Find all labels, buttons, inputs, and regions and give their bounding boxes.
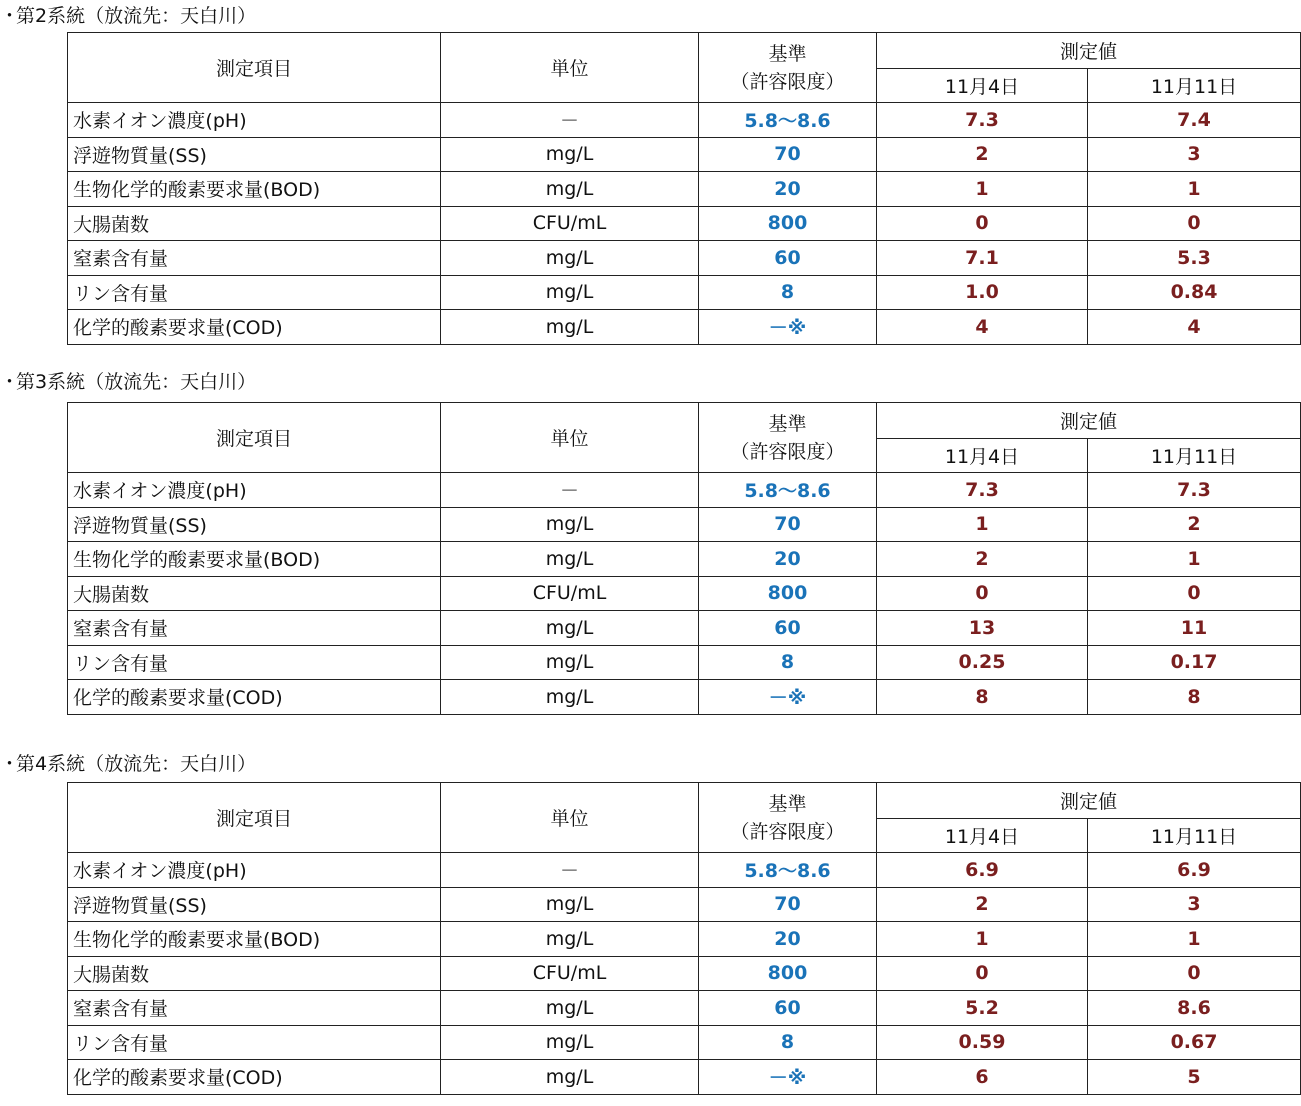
cell-value-date-1: 1 bbox=[877, 507, 1088, 542]
cell-standard: 5.8～8.6 bbox=[699, 853, 877, 888]
cell-value-date-1: 2 bbox=[877, 542, 1088, 577]
table-row bbox=[68, 922, 1301, 957]
cell-unit: mg/L bbox=[441, 887, 699, 922]
cell-value-date-1: 0 bbox=[877, 206, 1088, 241]
cell-value-date-2: 7.4 bbox=[1088, 103, 1301, 138]
cell-standard: 70 bbox=[699, 137, 877, 172]
cell-value-date-1: 6.9 bbox=[877, 853, 1088, 888]
header-date-1: 11月4日 bbox=[877, 439, 1088, 473]
cell-standard: 70 bbox=[699, 507, 877, 542]
table-row bbox=[68, 956, 1301, 991]
cell-item: 大腸菌数 bbox=[68, 206, 441, 241]
cell-unit: CFU/mL bbox=[441, 576, 699, 611]
cell-value-date-2: 8.6 bbox=[1088, 991, 1301, 1026]
cell-value-date-1: 1.0 bbox=[877, 275, 1088, 310]
header-standard-line1: 基準 bbox=[768, 412, 807, 435]
cell-value-date-2: 5.3 bbox=[1088, 241, 1301, 276]
table-row bbox=[68, 645, 1301, 680]
cell-item: 窒素含有量 bbox=[68, 991, 441, 1026]
cell-standard: 8 bbox=[699, 645, 877, 680]
cell-value-date-1: 2 bbox=[877, 887, 1088, 922]
cell-value-date-2: 0 bbox=[1088, 206, 1301, 241]
cell-value-date-2: 11 bbox=[1088, 611, 1301, 646]
cell-unit: mg/L bbox=[441, 680, 699, 715]
header-row bbox=[68, 783, 1301, 819]
bullet-icon: ・ bbox=[0, 371, 20, 393]
table-row bbox=[68, 206, 1301, 241]
cell-item: リン含有量 bbox=[68, 645, 441, 680]
cell-value-date-1: 8 bbox=[877, 680, 1088, 715]
header-unit: 単位 bbox=[441, 783, 699, 853]
header-date-2: 11月11日 bbox=[1088, 69, 1301, 103]
table-row bbox=[68, 1060, 1301, 1095]
table-row bbox=[68, 991, 1301, 1026]
cell-value-date-2: 0 bbox=[1088, 576, 1301, 611]
cell-value-date-1: 0.59 bbox=[877, 1025, 1088, 1060]
cell-unit: mg/L bbox=[441, 542, 699, 577]
header-standard bbox=[699, 403, 877, 473]
cell-standard: 8 bbox=[699, 275, 877, 310]
cell-unit: mg/L bbox=[441, 310, 699, 345]
header-date-1: 11月4日 bbox=[877, 819, 1088, 853]
cell-item: 浮遊物質量(SS) bbox=[68, 887, 441, 922]
cell-standard: 20 bbox=[699, 542, 877, 577]
cell-unit: mg/L bbox=[441, 507, 699, 542]
cell-value-date-2: 1 bbox=[1088, 172, 1301, 207]
header-standard bbox=[699, 33, 877, 103]
cell-standard: 70 bbox=[699, 887, 877, 922]
cell-value-date-2: 6.9 bbox=[1088, 853, 1301, 888]
header-unit: 単位 bbox=[441, 33, 699, 103]
cell-item: 化学的酸素要求量(COD) bbox=[68, 1060, 441, 1095]
section-title bbox=[0, 752, 256, 776]
cell-value-date-1: 6 bbox=[877, 1060, 1088, 1095]
cell-item: 化学的酸素要求量(COD) bbox=[68, 310, 441, 345]
table-row bbox=[68, 680, 1301, 715]
section-title bbox=[0, 370, 256, 394]
header-measured: 測定値 bbox=[877, 403, 1301, 439]
cell-value-date-1: 7.1 bbox=[877, 241, 1088, 276]
cell-item: 浮遊物質量(SS) bbox=[68, 137, 441, 172]
cell-standard: 800 bbox=[699, 956, 877, 991]
cell-value-date-2: 2 bbox=[1088, 507, 1301, 542]
cell-item: 水素イオン濃度(pH) bbox=[68, 473, 441, 508]
table-row bbox=[68, 887, 1301, 922]
cell-unit: mg/L bbox=[441, 275, 699, 310]
table-row bbox=[68, 473, 1301, 508]
cell-unit: CFU/mL bbox=[441, 956, 699, 991]
cell-item: リン含有量 bbox=[68, 1025, 441, 1060]
cell-unit: mg/L bbox=[441, 1060, 699, 1095]
cell-value-date-2: 3 bbox=[1088, 887, 1301, 922]
table-row bbox=[68, 103, 1301, 138]
header-item: 測定項目 bbox=[68, 403, 441, 473]
cell-value-date-1: 0.25 bbox=[877, 645, 1088, 680]
cell-unit: mg/L bbox=[441, 137, 699, 172]
header-measured: 測定値 bbox=[877, 33, 1301, 69]
header-unit: 単位 bbox=[441, 403, 699, 473]
header-standard-line1: 基準 bbox=[768, 792, 807, 815]
cell-value-date-2: 1 bbox=[1088, 922, 1301, 957]
header-standard-line2: （許容限度） bbox=[730, 820, 845, 843]
section-title-text: 第2系統（放流先：天白川） bbox=[16, 5, 257, 27]
cell-item: 大腸菌数 bbox=[68, 576, 441, 611]
cell-value-date-1: 7.3 bbox=[877, 473, 1088, 508]
table-row bbox=[68, 275, 1301, 310]
cell-item: 生物化学的酸素要求量(BOD) bbox=[68, 172, 441, 207]
header-date-2: 11月11日 bbox=[1088, 819, 1301, 853]
cell-item: 生物化学的酸素要求量(BOD) bbox=[68, 542, 441, 577]
cell-value-date-1: 1 bbox=[877, 922, 1088, 957]
cell-value-date-1: 1 bbox=[877, 172, 1088, 207]
cell-value-date-1: 0 bbox=[877, 576, 1088, 611]
cell-standard: －※ bbox=[699, 680, 877, 715]
header-standard-line1: 基準 bbox=[768, 42, 807, 65]
cell-item: 生物化学的酸素要求量(BOD) bbox=[68, 922, 441, 957]
cell-item: 大腸菌数 bbox=[68, 956, 441, 991]
cell-item: 浮遊物質量(SS) bbox=[68, 507, 441, 542]
table-row bbox=[68, 310, 1301, 345]
cell-standard: －※ bbox=[699, 310, 877, 345]
cell-value-date-2: 5 bbox=[1088, 1060, 1301, 1095]
measurement-table bbox=[67, 32, 1301, 345]
bullet-icon: ・ bbox=[0, 5, 20, 27]
header-standard bbox=[699, 783, 877, 853]
cell-value-date-1: 13 bbox=[877, 611, 1088, 646]
section-title-text: 第4系統（放流先：天白川） bbox=[16, 753, 257, 775]
cell-standard: 5.8～8.6 bbox=[699, 103, 877, 138]
table-row bbox=[68, 172, 1301, 207]
bullet-icon: ・ bbox=[0, 753, 20, 775]
cell-unit: － bbox=[441, 103, 699, 138]
cell-value-date-1: 7.3 bbox=[877, 103, 1088, 138]
table-row bbox=[68, 542, 1301, 577]
cell-unit: － bbox=[441, 473, 699, 508]
section-title bbox=[0, 4, 256, 28]
cell-value-date-2: 0.67 bbox=[1088, 1025, 1301, 1060]
table-row bbox=[68, 853, 1301, 888]
cell-unit: mg/L bbox=[441, 172, 699, 207]
cell-value-date-2: 7.3 bbox=[1088, 473, 1301, 508]
table-row bbox=[68, 1025, 1301, 1060]
cell-value-date-1: 5.2 bbox=[877, 991, 1088, 1026]
cell-standard: 5.8～8.6 bbox=[699, 473, 877, 508]
cell-value-date-2: 3 bbox=[1088, 137, 1301, 172]
header-standard-line2: （許容限度） bbox=[730, 70, 845, 93]
cell-value-date-2: 4 bbox=[1088, 310, 1301, 345]
cell-item: 水素イオン濃度(pH) bbox=[68, 853, 441, 888]
section-title-text: 第3系統（放流先：天白川） bbox=[16, 371, 257, 393]
measurement-table bbox=[67, 782, 1301, 1095]
cell-unit: mg/L bbox=[441, 991, 699, 1026]
cell-unit: mg/L bbox=[441, 645, 699, 680]
table-row bbox=[68, 576, 1301, 611]
table-row bbox=[68, 241, 1301, 276]
cell-item: 水素イオン濃度(pH) bbox=[68, 103, 441, 138]
header-row bbox=[68, 403, 1301, 439]
cell-standard: －※ bbox=[699, 1060, 877, 1095]
cell-value-date-2: 8 bbox=[1088, 680, 1301, 715]
cell-standard: 60 bbox=[699, 241, 877, 276]
cell-unit: mg/L bbox=[441, 241, 699, 276]
cell-standard: 800 bbox=[699, 576, 877, 611]
cell-item: リン含有量 bbox=[68, 275, 441, 310]
cell-standard: 20 bbox=[699, 922, 877, 957]
cell-item: 窒素含有量 bbox=[68, 611, 441, 646]
cell-value-date-1: 4 bbox=[877, 310, 1088, 345]
header-standard-line2: （許容限度） bbox=[730, 440, 845, 463]
cell-unit: mg/L bbox=[441, 1025, 699, 1060]
cell-value-date-1: 2 bbox=[877, 137, 1088, 172]
header-item: 測定項目 bbox=[68, 783, 441, 853]
measurement-table bbox=[67, 402, 1301, 715]
cell-value-date-2: 1 bbox=[1088, 542, 1301, 577]
table-row bbox=[68, 611, 1301, 646]
header-item: 測定項目 bbox=[68, 33, 441, 103]
table-row bbox=[68, 507, 1301, 542]
cell-unit: mg/L bbox=[441, 611, 699, 646]
cell-unit: CFU/mL bbox=[441, 206, 699, 241]
cell-item: 化学的酸素要求量(COD) bbox=[68, 680, 441, 715]
cell-unit: － bbox=[441, 853, 699, 888]
cell-unit: mg/L bbox=[441, 922, 699, 957]
cell-standard: 800 bbox=[699, 206, 877, 241]
header-date-2: 11月11日 bbox=[1088, 439, 1301, 473]
cell-value-date-2: 0.17 bbox=[1088, 645, 1301, 680]
cell-standard: 60 bbox=[699, 611, 877, 646]
header-measured: 測定値 bbox=[877, 783, 1301, 819]
table-row bbox=[68, 137, 1301, 172]
cell-standard: 8 bbox=[699, 1025, 877, 1060]
header-date-1: 11月4日 bbox=[877, 69, 1088, 103]
cell-value-date-1: 0 bbox=[877, 956, 1088, 991]
header-row bbox=[68, 33, 1301, 69]
cell-standard: 60 bbox=[699, 991, 877, 1026]
cell-value-date-2: 0.84 bbox=[1088, 275, 1301, 310]
cell-standard: 20 bbox=[699, 172, 877, 207]
cell-value-date-2: 0 bbox=[1088, 956, 1301, 991]
cell-item: 窒素含有量 bbox=[68, 241, 441, 276]
